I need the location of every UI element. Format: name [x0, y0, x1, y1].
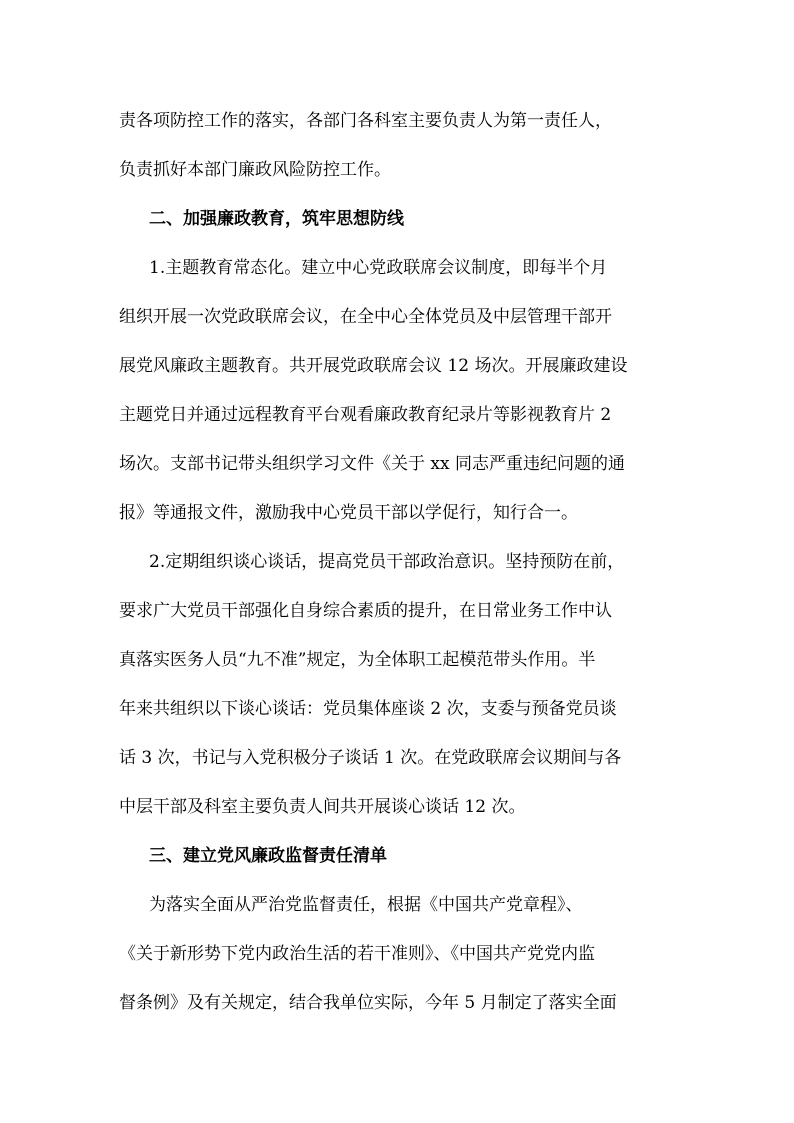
paragraph-line: 督条例》及有关规定，结合我单位实际，今年 5 月制定了落实全面 [119, 993, 617, 1013]
paragraph-line: 组织开展一次党政联席会议，在全中心全体党员及中层管理干部开 [119, 307, 612, 327]
paragraph-line: 要求广大党员干部强化自身综合素质的提升，在日常业务工作中认 [119, 601, 612, 621]
paragraph-line: 主题党日并通过远程教育平台观看廉政教育纪录片等影视教育片 2 [119, 405, 612, 425]
paragraph-line: 报》等通报文件，激励我中心党员干部以学促行，知行合一。 [119, 503, 578, 523]
paragraph-line: 2.定期组织谈心谈话，提高党员干部政治意识。坚持预防在前， [149, 552, 625, 572]
paragraph-line: 责各项防控工作的落实，各部门各科室主要负责人为第一责任人， [119, 111, 612, 131]
section-heading: 三、建立党风廉政监督责任清单 [149, 846, 387, 866]
paragraph-line: 为落实全面从严治党监督责任，根据《中国共产党章程》、 [149, 895, 583, 915]
paragraph-line: 真落实医务人员“九不准”规定，为全体职工起模范带头作用。半 [119, 650, 596, 670]
paragraph-line: 1.主题教育常态化。建立中心党政联席会议制度，即每半个月 [149, 258, 608, 278]
paragraph-line: 中层干部及科室主要负责人间共开展谈心谈话 12 次。 [119, 797, 526, 817]
paragraph-line: 展党风廉政主题教育。共开展党政联席会议 12 场次。开展廉政建设 [119, 356, 628, 376]
paragraph-line: 话 3 次，书记与入党积极分子谈话 1 次。在党政联席会议期间与各 [119, 748, 622, 768]
paragraph-line: 场次。支部书记带头组织学习文件《关于 xx 同志严重违纪问题的通 [119, 454, 625, 474]
paragraph-line: 年来共组织以下谈心谈话：党员集体座谈 2 次，支委与预备党员谈 [119, 699, 617, 719]
paragraph-line: 《关于新形势下党内政治生活的若干准则》、《中国共产党党内监 [119, 944, 595, 964]
paragraph-line: 负责抓好本部门廉政风险防控工作。 [119, 160, 391, 180]
section-heading: 二、加强廉政教育，筑牢思想防线 [149, 209, 404, 229]
